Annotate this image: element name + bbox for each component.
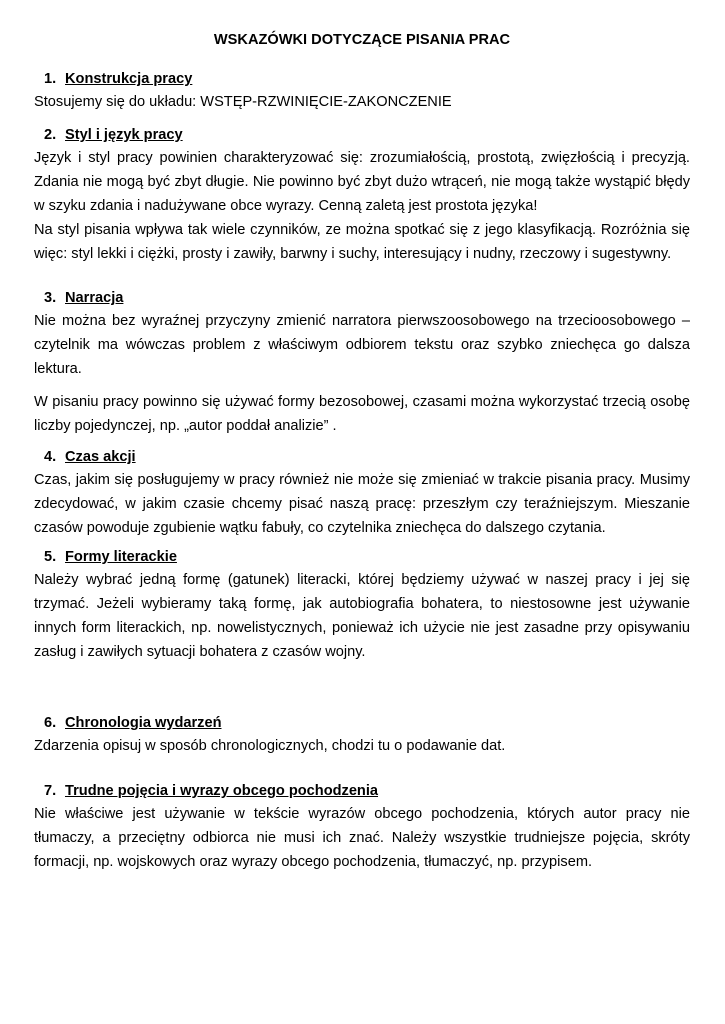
section-style: [34, 124, 690, 266]
section-number: 3.: [44, 290, 57, 306]
section-narration: [34, 287, 690, 438]
section-tense: [34, 446, 690, 540]
paragraph: Język i styl pracy powinien charakteryzować się: zrozumiałością, prostotą, zwięzłością i precyzją. Zdania nie mogą być zbyt długie. Nie powinno być zbyt dużo wtrąceń, nie mogą także wystąpić błędy w szyku zdania i nadużywane obce wyrazy. Cenną zaletą jest prostota języka!: [34, 150, 690, 214]
document-page: [34, 30, 690, 874]
section-construction: [34, 68, 690, 114]
paragraph: Należy wybrać jedną formę (gatunek) literacki, której będziemy używać w naszej pracy i jej się trzymać. Jeżeli wybieramy taką formę, jak autobiografia bohatera, to niestosowne jest używanie innych form literackich, np. nowelistycznych, ponieważ ich użycie nie jest zasadne przy opisywaniu zasług i zawiłych sytuacji bohatera z czasów wojny.: [34, 572, 690, 660]
paragraph: Zdarzenia opisuj w sposób chronologicznych, chodzi tu o podawanie dat.: [34, 738, 506, 754]
paragraph: Nie można bez wyraźnej przyczyny zmienić narratora pierwszoosobowego na trzecioosobowego – czytelnik ma wówczas problem z właściwym odbiorem tekstu oraz szybko zniechęca go dalsza lektura.: [34, 313, 690, 377]
paragraph: Nie właściwe jest używanie w tekście wyrazów obcego pochodzenia, których autor pracy nie tłumaczy, a przeciętny odbiorca nie musi ich znać. Należy wszystkie trudniejsze pojęcia, skróty formacji, np. wojskowych oraz wyrazy obcego pochodzenia, tłumaczyć, np. przypisem.: [34, 806, 690, 870]
section-difficult-terms: [34, 780, 690, 874]
section-title: Czas akcji: [65, 449, 136, 465]
section-heading: [34, 546, 690, 568]
section-chronology: [34, 712, 690, 758]
section-number: 2.: [44, 127, 57, 143]
section-title: Konstrukcja pracy: [65, 71, 193, 87]
section-heading: [34, 712, 690, 734]
section-number: 6.: [44, 715, 57, 731]
section-title: Styl i język pracy: [65, 127, 183, 143]
section-title: Narracja: [65, 290, 124, 306]
section-heading: [34, 780, 690, 802]
section-title: Chronologia wydarzeń: [65, 715, 222, 731]
paragraph: Czas, jakim się posługujemy w pracy również nie może się zmieniać w trakcie pisania pracy. Musimy zdecydować, w jakim czasie chcemy pisać naszą pracę: przeszłym czy teraźniejszym. Mieszanie czasów powoduje zgubienie wątku fabuły, co czytelnika zniechęca do dalszego czytania.: [34, 472, 690, 536]
section-heading: [34, 287, 690, 309]
section-literary-forms: [34, 546, 690, 664]
paragraph: W pisaniu pracy powinno się używać formy bezosobowej, czasami można wykorzystać trzecią osobę liczby pojedynczej, np. „autor poddał analizie” .: [34, 394, 690, 434]
section-heading: [34, 68, 690, 90]
section-title: Formy literackie: [65, 549, 177, 565]
document-title: WSKAZÓWKI DOTYCZĄCE PISANIA PRAC: [213, 32, 511, 48]
section-number: 1.: [44, 71, 57, 87]
section-number: 5.: [44, 549, 57, 565]
section-title: Trudne pojęcia i wyrazy obcego pochodzenia: [65, 783, 379, 799]
section-number: 4.: [44, 449, 57, 465]
section-heading: [34, 446, 690, 468]
section-number: 7.: [44, 783, 57, 799]
paragraph: Na styl pisania wpływa tak wiele czynników, ze można spotkać się z jego klasyfikacją. Rozróżnia się więc: styl lekki i ciężki, prosty i zawiły, barwny i suchy, interesujący i nudny, rzeczowy i sugestywny.: [34, 222, 690, 262]
section-heading: [34, 124, 690, 146]
paragraph: Stosujemy się do układu: WSTĘP-RZWINIĘCIE-ZAKONCZENIE: [34, 94, 452, 110]
